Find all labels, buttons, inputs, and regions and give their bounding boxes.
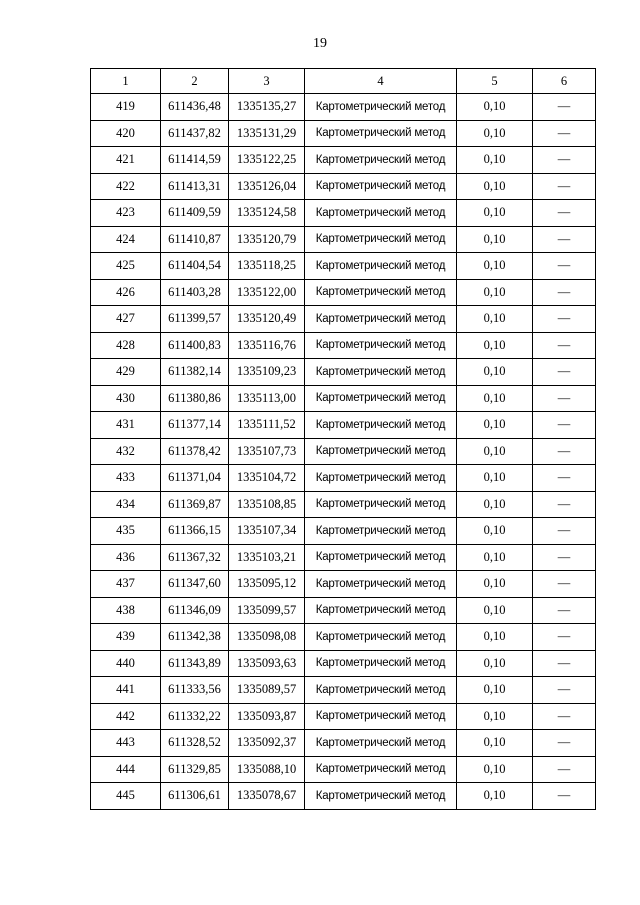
table-row [91, 279, 596, 306]
accuracy-cell: 0,10 [457, 783, 533, 810]
point-number-cell: 434 [91, 491, 161, 518]
accuracy-cell: 0,10 [457, 544, 533, 571]
accuracy-cell: 0,10 [457, 597, 533, 624]
notes-cell: — [533, 120, 596, 147]
y-coordinate-cell: 1335126,04 [229, 173, 305, 200]
y-coordinate-cell: 1335093,63 [229, 650, 305, 677]
column-header: 3 [229, 69, 305, 94]
accuracy-cell: 0,10 [457, 412, 533, 439]
method-cell: Картометрический метод [305, 147, 457, 174]
method-cell: Картометрический метод [305, 412, 457, 439]
method-cell: Картометрический метод [305, 544, 457, 571]
table-row [91, 703, 596, 730]
coordinates-table [90, 68, 596, 810]
method-cell: Картометрический метод [305, 703, 457, 730]
x-coordinate-cell: 611333,56 [161, 677, 229, 704]
x-coordinate-cell: 611399,57 [161, 306, 229, 333]
notes-cell: — [533, 332, 596, 359]
point-number-cell: 427 [91, 306, 161, 333]
y-coordinate-cell: 1335120,49 [229, 306, 305, 333]
point-number-cell: 426 [91, 279, 161, 306]
notes-cell: — [533, 703, 596, 730]
notes-cell: — [533, 306, 596, 333]
table-row [91, 173, 596, 200]
notes-cell: — [533, 173, 596, 200]
accuracy-cell: 0,10 [457, 677, 533, 704]
y-coordinate-cell: 1335104,72 [229, 465, 305, 492]
x-coordinate-cell: 611380,86 [161, 385, 229, 412]
accuracy-cell: 0,10 [457, 730, 533, 757]
x-coordinate-cell: 611329,85 [161, 756, 229, 783]
x-coordinate-cell: 611413,31 [161, 173, 229, 200]
method-cell: Картометрический метод [305, 491, 457, 518]
table-row [91, 94, 596, 121]
point-number-cell: 438 [91, 597, 161, 624]
y-coordinate-cell: 1335108,85 [229, 491, 305, 518]
method-cell: Картометрический метод [305, 306, 457, 333]
x-coordinate-cell: 611382,14 [161, 359, 229, 386]
accuracy-cell: 0,10 [457, 491, 533, 518]
accuracy-cell: 0,10 [457, 306, 533, 333]
column-header: 2 [161, 69, 229, 94]
x-coordinate-cell: 611403,28 [161, 279, 229, 306]
x-coordinate-cell: 611342,38 [161, 624, 229, 651]
x-coordinate-cell: 611366,15 [161, 518, 229, 545]
accuracy-cell: 0,10 [457, 147, 533, 174]
table-header-row [91, 69, 596, 94]
x-coordinate-cell: 611409,59 [161, 200, 229, 227]
method-cell: Картометрический метод [305, 518, 457, 545]
accuracy-cell: 0,10 [457, 465, 533, 492]
x-coordinate-cell: 611347,60 [161, 571, 229, 598]
column-header: 4 [305, 69, 457, 94]
x-coordinate-cell: 611414,59 [161, 147, 229, 174]
accuracy-cell: 0,10 [457, 703, 533, 730]
y-coordinate-cell: 1335107,34 [229, 518, 305, 545]
accuracy-cell: 0,10 [457, 173, 533, 200]
notes-cell: — [533, 438, 596, 465]
accuracy-cell: 0,10 [457, 756, 533, 783]
table-row [91, 491, 596, 518]
notes-cell: — [533, 597, 596, 624]
method-cell: Картометрический метод [305, 756, 457, 783]
table-row [91, 756, 596, 783]
notes-cell: — [533, 544, 596, 571]
accuracy-cell: 0,10 [457, 279, 533, 306]
point-number-cell: 437 [91, 571, 161, 598]
method-cell: Картометрический метод [305, 465, 457, 492]
table-row [91, 332, 596, 359]
x-coordinate-cell: 611367,32 [161, 544, 229, 571]
point-number-cell: 419 [91, 94, 161, 121]
y-coordinate-cell: 1335135,27 [229, 94, 305, 121]
x-coordinate-cell: 611371,04 [161, 465, 229, 492]
accuracy-cell: 0,10 [457, 120, 533, 147]
point-number-cell: 424 [91, 226, 161, 253]
accuracy-cell: 0,10 [457, 226, 533, 253]
notes-cell: — [533, 200, 596, 227]
method-cell: Картометрический метод [305, 226, 457, 253]
x-coordinate-cell: 611377,14 [161, 412, 229, 439]
table-row [91, 597, 596, 624]
point-number-cell: 432 [91, 438, 161, 465]
accuracy-cell: 0,10 [457, 650, 533, 677]
table-row [91, 730, 596, 757]
notes-cell: — [533, 385, 596, 412]
x-coordinate-cell: 611332,22 [161, 703, 229, 730]
method-cell: Картометрический метод [305, 650, 457, 677]
notes-cell: — [533, 465, 596, 492]
table-row [91, 571, 596, 598]
notes-cell: — [533, 279, 596, 306]
point-number-cell: 421 [91, 147, 161, 174]
method-cell: Картометрический метод [305, 279, 457, 306]
notes-cell: — [533, 359, 596, 386]
x-coordinate-cell: 611306,61 [161, 783, 229, 810]
table-row [91, 200, 596, 227]
point-number-cell: 444 [91, 756, 161, 783]
accuracy-cell: 0,10 [457, 359, 533, 386]
method-cell: Картометрический метод [305, 359, 457, 386]
y-coordinate-cell: 1335098,08 [229, 624, 305, 651]
accuracy-cell: 0,10 [457, 253, 533, 280]
x-coordinate-cell: 611400,83 [161, 332, 229, 359]
y-coordinate-cell: 1335093,87 [229, 703, 305, 730]
y-coordinate-cell: 1335089,57 [229, 677, 305, 704]
notes-cell: — [533, 253, 596, 280]
table-row [91, 650, 596, 677]
notes-cell: — [533, 677, 596, 704]
accuracy-cell: 0,10 [457, 332, 533, 359]
table-row [91, 677, 596, 704]
accuracy-cell: 0,10 [457, 518, 533, 545]
y-coordinate-cell: 1335131,29 [229, 120, 305, 147]
x-coordinate-cell: 611437,82 [161, 120, 229, 147]
y-coordinate-cell: 1335078,67 [229, 783, 305, 810]
method-cell: Картометрический метод [305, 120, 457, 147]
method-cell: Картометрический метод [305, 730, 457, 757]
y-coordinate-cell: 1335120,79 [229, 226, 305, 253]
point-number-cell: 430 [91, 385, 161, 412]
y-coordinate-cell: 1335116,76 [229, 332, 305, 359]
y-coordinate-cell: 1335122,25 [229, 147, 305, 174]
point-number-cell: 428 [91, 332, 161, 359]
y-coordinate-cell: 1335092,37 [229, 730, 305, 757]
method-cell: Картометрический метод [305, 597, 457, 624]
y-coordinate-cell: 1335107,73 [229, 438, 305, 465]
notes-cell: — [533, 571, 596, 598]
y-coordinate-cell: 1335113,00 [229, 385, 305, 412]
method-cell: Картометрический метод [305, 438, 457, 465]
table-row [91, 306, 596, 333]
y-coordinate-cell: 1335088,10 [229, 756, 305, 783]
y-coordinate-cell: 1335095,12 [229, 571, 305, 598]
y-coordinate-cell: 1335109,23 [229, 359, 305, 386]
x-coordinate-cell: 611328,52 [161, 730, 229, 757]
x-coordinate-cell: 611369,87 [161, 491, 229, 518]
table-row [91, 624, 596, 651]
table-row [91, 465, 596, 492]
notes-cell: — [533, 783, 596, 810]
accuracy-cell: 0,10 [457, 94, 533, 121]
x-coordinate-cell: 611410,87 [161, 226, 229, 253]
point-number-cell: 442 [91, 703, 161, 730]
y-coordinate-cell: 1335103,21 [229, 544, 305, 571]
x-coordinate-cell: 611378,42 [161, 438, 229, 465]
y-coordinate-cell: 1335118,25 [229, 253, 305, 280]
column-header: 6 [533, 69, 596, 94]
x-coordinate-cell: 611436,48 [161, 94, 229, 121]
point-number-cell: 441 [91, 677, 161, 704]
method-cell: Картометрический метод [305, 571, 457, 598]
table-row [91, 783, 596, 810]
point-number-cell: 420 [91, 120, 161, 147]
table-row [91, 359, 596, 386]
notes-cell: — [533, 147, 596, 174]
method-cell: Картометрический метод [305, 94, 457, 121]
notes-cell: — [533, 491, 596, 518]
point-number-cell: 431 [91, 412, 161, 439]
method-cell: Картометрический метод [305, 173, 457, 200]
y-coordinate-cell: 1335111,52 [229, 412, 305, 439]
notes-cell: — [533, 412, 596, 439]
table-row [91, 412, 596, 439]
point-number-cell: 429 [91, 359, 161, 386]
accuracy-cell: 0,10 [457, 200, 533, 227]
point-number-cell: 440 [91, 650, 161, 677]
notes-cell: — [533, 756, 596, 783]
point-number-cell: 433 [91, 465, 161, 492]
table-row [91, 253, 596, 280]
notes-cell: — [533, 94, 596, 121]
notes-cell: — [533, 226, 596, 253]
y-coordinate-cell: 1335124,58 [229, 200, 305, 227]
method-cell: Картометрический метод [305, 200, 457, 227]
point-number-cell: 422 [91, 173, 161, 200]
notes-cell: — [533, 650, 596, 677]
method-cell: Картометрический метод [305, 332, 457, 359]
accuracy-cell: 0,10 [457, 571, 533, 598]
table-row [91, 226, 596, 253]
method-cell: Картометрический метод [305, 253, 457, 280]
point-number-cell: 436 [91, 544, 161, 571]
method-cell: Картометрический метод [305, 677, 457, 704]
table-body [91, 94, 596, 810]
table-row [91, 120, 596, 147]
accuracy-cell: 0,10 [457, 385, 533, 412]
notes-cell: — [533, 624, 596, 651]
x-coordinate-cell: 611343,89 [161, 650, 229, 677]
y-coordinate-cell: 1335099,57 [229, 597, 305, 624]
x-coordinate-cell: 611346,09 [161, 597, 229, 624]
column-header: 1 [91, 69, 161, 94]
point-number-cell: 435 [91, 518, 161, 545]
x-coordinate-cell: 611404,54 [161, 253, 229, 280]
page-number: 19 [313, 36, 327, 51]
column-header: 5 [457, 69, 533, 94]
method-cell: Картометрический метод [305, 624, 457, 651]
notes-cell: — [533, 730, 596, 757]
point-number-cell: 423 [91, 200, 161, 227]
point-number-cell: 445 [91, 783, 161, 810]
notes-cell: — [533, 518, 596, 545]
point-number-cell: 439 [91, 624, 161, 651]
table-row [91, 385, 596, 412]
point-number-cell: 443 [91, 730, 161, 757]
point-number-cell: 425 [91, 253, 161, 280]
table-row [91, 518, 596, 545]
accuracy-cell: 0,10 [457, 438, 533, 465]
table-row [91, 544, 596, 571]
table-row [91, 147, 596, 174]
method-cell: Картометрический метод [305, 385, 457, 412]
table-row [91, 438, 596, 465]
accuracy-cell: 0,10 [457, 624, 533, 651]
y-coordinate-cell: 1335122,00 [229, 279, 305, 306]
method-cell: Картометрический метод [305, 783, 457, 810]
